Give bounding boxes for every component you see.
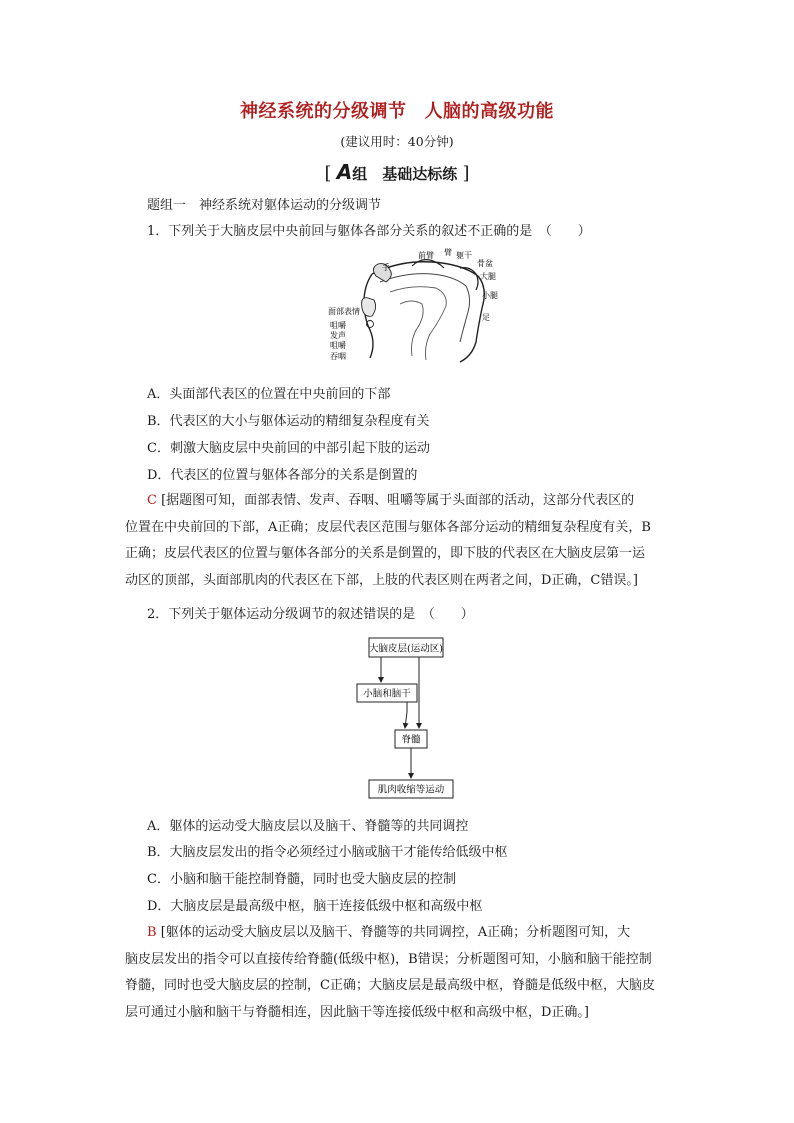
q2-stem: 2．下列关于躯体运动分级调节的叙述错误的是 （ ）	[147, 607, 474, 622]
q2-option-c: C．小脑和脑干能控制脊髓，同时也受大脑皮层的控制	[147, 872, 456, 887]
q1-stem: 1．下列关于大脑皮层中央前回与躯体各部分关系的叙述不正确的是 （ ）	[147, 224, 591, 239]
flowchart	[345, 632, 465, 804]
label-foot: 足	[482, 313, 490, 322]
label-voice: 发声	[330, 331, 346, 340]
q1-expl-line-3: 正确；皮层代表区的位置与躯体各部分的关系是倒置的，即下肢的代表区在大脑皮层第一运	[125, 546, 646, 561]
q2-expl-text-1: [躯体的运动受大脑皮层以及脑干、脊髓等的共同调控，A正确；分析题图可知，大	[160, 925, 631, 940]
group-label: 组 基础达标练	[352, 165, 458, 183]
q2-option-a: A．躯体的运动受大脑皮层以及脑干、脊髓等的共同调控	[147, 819, 469, 834]
brain-cortex-figure	[320, 246, 510, 366]
q2-expl-line-3: 脊髓，同时也受大脑皮层的控制，C正确；大脑皮层是最高级中枢，脊髓是低级中枢，大脑皮	[125, 978, 655, 993]
label-chew: 咀嚼	[330, 321, 346, 330]
q1-expl-text-1: [据题图可知，面部表情、发声、吞咽、咀嚼等属于头面部的活动，这部分代表区的	[161, 493, 635, 508]
label-pelvis: 骨盆	[477, 259, 493, 268]
q2-expl-line-1	[125, 920, 685, 947]
q1-option-d: D．代表区的位置与躯体各部分的关系是倒置的	[147, 468, 418, 483]
q2-expl-line-4: 层可通过小脑和脑干与脊髓相连，因此脑干等连接低级中枢和高级中枢，D正确。]	[125, 1004, 589, 1020]
box-muscle-movement-label: 肌肉收缩等运动	[377, 784, 445, 796]
label-face: 面部表情	[328, 307, 360, 316]
left-bracket: [	[324, 163, 332, 184]
right-bracket: ]	[462, 163, 470, 184]
q2-expl-line-2: 脑皮层发出的指令可以直接传给脊髓(低级中枢)，B错误；分析题图可知，小脑和脑干能控制	[125, 951, 652, 967]
q1-expl-line-4: 动区的顶部，头面部肌肉的代表区在下部，上肢的代表区则在两者之间，D正确，C错误。]	[125, 572, 638, 588]
label-swallow: 吞咽	[330, 352, 346, 361]
q1-option-b: B．代表区的大小与躯体运动的精细复杂程度有关	[147, 414, 430, 429]
suggested-time: (建议用时：40分钟)	[340, 134, 454, 149]
label-forearm: 前臂	[418, 251, 434, 260]
group-letter: A	[336, 160, 353, 184]
q1-expl-line-2: 位置在中央前回的下部，A正确；皮层代表区范围与躯体各部分运动的精细复杂程度有关，B	[125, 519, 651, 535]
q1-option-c: C．刺激大脑皮层中央前回的中部引起下肢的运动	[147, 441, 430, 456]
cortex-fold	[390, 287, 446, 360]
label-shank: 小腿	[482, 291, 498, 300]
q2-option-b: B．大脑皮层发出的指令必须经过小脑或脑干才能传给低级中枢	[147, 845, 508, 860]
box-cerebellum-brainstem-label: 小脑和脑干	[363, 688, 411, 700]
cortex-inner	[380, 274, 470, 342]
box-cerebral-cortex-label: 大脑皮层(运动区)	[369, 643, 443, 655]
q2-explanation	[125, 920, 685, 1026]
q1-option-a: A．头面部代表区的位置在中央前回的下部	[147, 387, 391, 402]
box-spinal-cord-label: 脊髓	[401, 734, 421, 746]
q1-answer: C	[147, 493, 157, 508]
arm-shape	[412, 260, 444, 268]
q2-option-d: D．大脑皮层是最高级中枢，脑干连接低级中枢和高级中枢	[147, 899, 483, 914]
section-heading: 题组一 神经系统对躯体运动的分级调节	[147, 198, 382, 213]
page-title	[0, 97, 794, 123]
cortex-fold-2	[400, 301, 423, 356]
q2-answer: B	[147, 925, 157, 940]
face-shape	[362, 298, 376, 317]
arrow-cerebellum-to-spinal	[405, 702, 407, 728]
label-trunk: 躯干	[456, 251, 472, 260]
label-thigh: 大腿	[480, 272, 496, 281]
label-hand: 手	[382, 263, 390, 272]
title-part2: 人脑的高级功能	[424, 101, 554, 122]
title-part1: 神经系统的分级调节	[240, 101, 407, 122]
group-heading	[0, 160, 794, 184]
label-chew2: 咀嚼	[330, 341, 346, 350]
q1-explanation	[125, 488, 685, 594]
label-arm: 臂	[444, 248, 452, 257]
q1-expl-line-1	[125, 488, 685, 515]
